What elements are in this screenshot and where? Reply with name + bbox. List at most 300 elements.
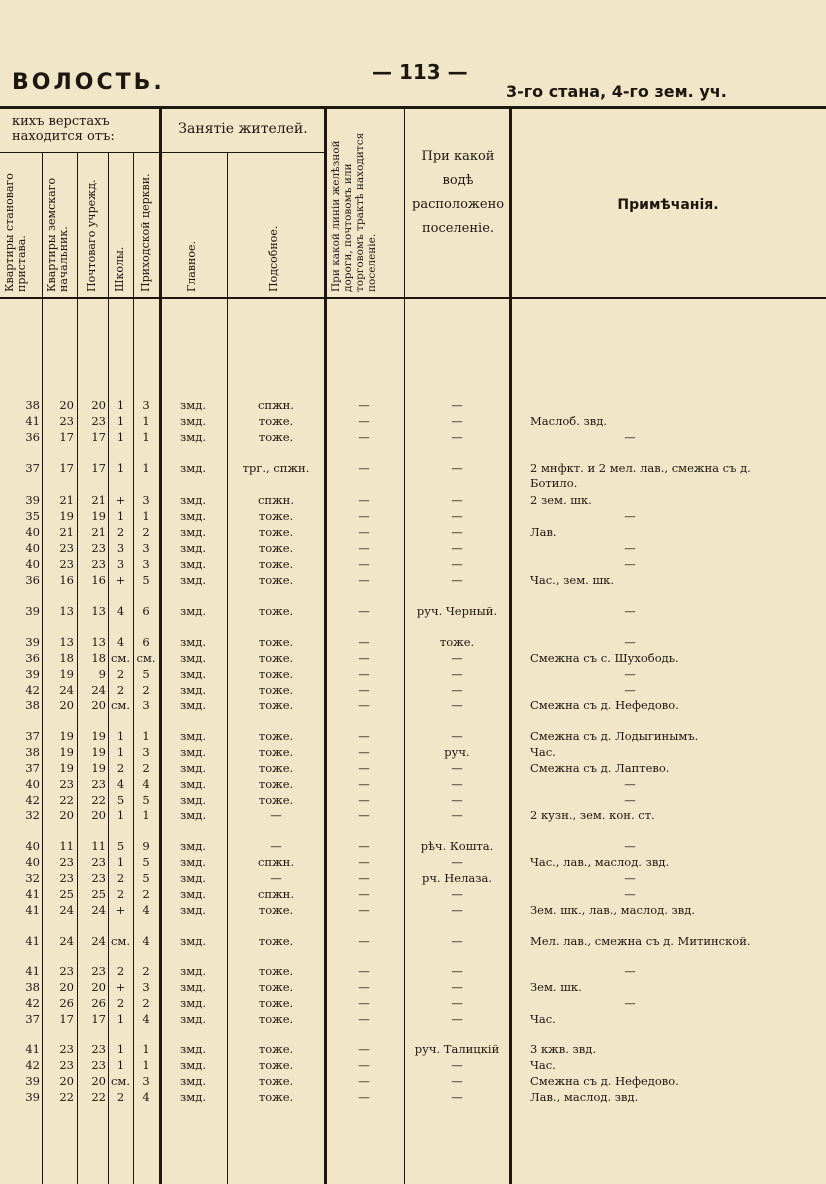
cell-school: 4 [116,604,125,618]
cell-school: 1 [116,414,125,428]
cell-note: Маслоб. звд. [530,414,608,428]
cell-zem: 18 [59,651,74,665]
cell-post: 26 [91,996,106,1010]
cell-zem: 16 [59,573,74,587]
cell-water: — [451,808,463,822]
cell-water: — [451,1074,463,1088]
cell-note: 2 кузн., зем. кон. ст. [530,808,655,822]
cell-stan: 40 [25,855,40,869]
cell-main: змд. [180,761,206,775]
cell-note: 2 зем. шк. [530,493,592,507]
cell-water: — [451,509,463,523]
cell-stan: 41 [25,1042,40,1056]
cell-church: см. [136,651,156,665]
cell-main: змд. [180,855,206,869]
cell-school: см. [110,698,131,712]
cell-post: 20 [91,398,106,412]
cell-main: змд. [180,964,206,978]
cell-aux: — [270,871,282,885]
cell-zem: 11 [59,839,74,853]
cell-school: 3 [116,557,125,571]
cell-aux: тоже. [258,635,294,649]
road-header: При какой линіи желѣзной дороги, почтовомъ или торговомъ трактѣ находится поселеніе. [330,132,378,292]
cell-school: см. [110,1074,131,1088]
cell-post: 17 [91,461,106,475]
cell-aux: тоже. [258,525,294,539]
cell-road: — [358,1042,370,1056]
cell-main: змд. [180,541,206,555]
cell-main: змд. [180,934,206,948]
cell-water: — [451,461,463,475]
cell-aux: тоже. [258,557,294,571]
cell-water: — [451,698,463,712]
cell-aux: тоже. [258,1042,294,1056]
cell-aux: тоже. [258,509,294,523]
cell-stan: 36 [25,651,40,665]
cell-zem: 19 [59,667,74,681]
cell-stan: 40 [25,557,40,571]
cell-zem: 23 [59,414,74,428]
cell-church: 3 [142,493,150,507]
cell-school: + [115,903,126,917]
cell-church: 1 [142,808,150,822]
cell-note: — [624,541,636,555]
cell-post: 22 [91,1090,106,1104]
cell-church: 4 [142,1012,150,1026]
cell-stan: 42 [25,683,40,697]
cell-road: — [358,461,370,475]
cell-water: — [451,557,463,571]
cell-stan: 41 [25,934,40,948]
cell-main: змд. [180,808,206,822]
cell-church: 1 [142,509,150,523]
cell-stan: 38 [25,745,40,759]
cell-water: — [451,1012,463,1026]
cell-church: 5 [142,871,150,885]
cell-school: 1 [116,808,125,822]
cell-school: 2 [116,964,125,978]
cell-note: — [624,871,636,885]
cell-road: — [358,887,370,901]
cell-aux: — [270,839,282,853]
cell-stan: 40 [25,541,40,555]
cell-stan: 42 [25,793,40,807]
main-occupation-header: Главное. [185,241,198,292]
cell-stan: 39 [25,667,40,681]
cell-main: змд. [180,996,206,1010]
cell-aux: тоже. [258,903,294,917]
cell-note: — [624,683,636,697]
cell-church: 6 [142,604,150,618]
cell-post: 25 [91,887,106,901]
cell-church: 3 [142,541,150,555]
col-divider [42,152,43,1184]
cell-water: — [451,1058,463,1072]
cell-main: змд. [180,903,206,917]
distance-group-header: кихъ верстахъ находится отъ: [12,114,115,144]
cell-aux: тоже. [258,667,294,681]
cell-main: змд. [180,430,206,444]
cell-note: — [624,667,636,681]
cell-note: Час. [530,745,556,759]
cell-school: 1 [116,729,125,743]
cell-main: змд. [180,777,206,791]
cell-post: 13 [91,635,106,649]
cell-stan: 40 [25,777,40,791]
cell-school: см. [110,934,131,948]
page-heading-right: 3-го стана, 4-го зем. уч. [506,82,727,101]
cell-note: Час. [530,1012,556,1026]
cell-zem: 20 [59,808,74,822]
cell-stan: 38 [25,980,40,994]
cell-post: 24 [91,683,106,697]
cell-water: — [451,1090,463,1104]
cell-school: 2 [116,887,125,901]
cell-note: Смежна съ д. Нефедово. [530,1074,679,1088]
cell-church: 6 [142,635,150,649]
cell-post: 23 [91,777,106,791]
cell-post: 23 [91,871,106,885]
cell-post: 23 [91,541,106,555]
cell-note: — [624,887,636,901]
cell-stan: 41 [25,964,40,978]
cell-road: — [358,541,370,555]
post-header: Почтоваго учрежд. [85,179,98,292]
cell-zem: 20 [59,698,74,712]
cell-post: 23 [91,414,106,428]
cell-road: — [358,683,370,697]
cell-note: — [624,964,636,978]
cell-road: — [358,430,370,444]
cell-zem: 25 [59,887,74,901]
cell-stan: 32 [25,808,40,822]
cell-main: змд. [180,745,206,759]
cell-church: 2 [142,996,150,1010]
cell-post: 19 [91,729,106,743]
cell-stan: 42 [25,996,40,1010]
cell-water: тоже. [439,635,475,649]
cell-post: 24 [91,934,106,948]
cell-stan: 37 [25,761,40,775]
school-header: Школы. [113,246,126,292]
auxiliary-occupation-header: Подсобное. [267,225,280,292]
cell-stan: 36 [25,573,40,587]
cell-water: — [451,667,463,681]
cell-note: Час., зем. шк. [530,573,615,587]
cell-road: — [358,557,370,571]
cell-stan: 39 [25,493,40,507]
cell-water: — [451,430,463,444]
cell-road: — [358,1058,370,1072]
cell-church: 4 [142,934,150,948]
cell-main: змд. [180,573,206,587]
cell-school: 2 [116,525,125,539]
cell-church: 2 [142,525,150,539]
cell-post: 20 [91,1074,106,1088]
cell-church: 5 [142,667,150,681]
cell-church: 9 [142,839,150,853]
cell-stan: 39 [25,635,40,649]
cell-church: 5 [142,793,150,807]
cell-school: + [115,573,126,587]
cell-zem: 23 [59,557,74,571]
cell-post: 23 [91,1042,106,1056]
cell-post: 21 [91,493,106,507]
cell-main: змд. [180,651,206,665]
cell-main: змд. [180,557,206,571]
cell-main: змд. [180,493,206,507]
cell-aux: спжн. [257,398,294,412]
cell-zem: 20 [59,398,74,412]
cell-note: Лав. [530,525,557,539]
cell-water: — [451,855,463,869]
cell-stan: 37 [25,729,40,743]
cell-church: 4 [142,777,150,791]
cell-aux: тоже. [258,964,294,978]
cell-zem: 20 [59,980,74,994]
cell-road: — [358,855,370,869]
cell-main: змд. [180,683,206,697]
cell-water: — [451,651,463,665]
cell-school: 1 [116,1058,125,1072]
cell-road: — [358,729,370,743]
cell-road: — [358,1074,370,1088]
cell-school: 2 [116,871,125,885]
cell-water: — [451,777,463,791]
cell-aux: тоже. [258,777,294,791]
cell-main: змд. [180,1058,206,1072]
cell-note: — [624,635,636,649]
cell-post: 13 [91,604,106,618]
cell-church: 2 [142,964,150,978]
cell-school: 1 [116,461,125,475]
cell-water: — [451,761,463,775]
cell-note: — [624,430,636,444]
cell-school: 2 [116,683,125,697]
cell-zem: 19 [59,729,74,743]
cell-aux: — [270,808,282,822]
cell-road: — [358,493,370,507]
cell-church: 1 [142,1058,150,1072]
cell-stan: 41 [25,414,40,428]
cell-zem: 24 [59,903,74,917]
cell-road: — [358,525,370,539]
cell-road: — [358,871,370,885]
cell-church: 4 [142,903,150,917]
cell-church: 3 [142,745,150,759]
cell-aux: тоже. [258,729,294,743]
cell-aux: тоже. [258,980,294,994]
cell-main: змд. [180,414,206,428]
cell-zem: 22 [59,1090,74,1104]
cell-water: рѣч. Кошта. [420,839,494,853]
cell-stan: 37 [25,461,40,475]
cell-water: — [451,729,463,743]
cell-aux: тоже. [258,541,294,555]
cell-stan: 36 [25,430,40,444]
cell-zem: 21 [59,525,74,539]
cell-water: руч. Талицкій [414,1042,500,1056]
cell-post: 11 [91,839,106,853]
cell-note: Мел. лав., смежна съ д. Митинской. [530,934,751,948]
cell-aux: тоже. [258,651,294,665]
cell-school: 1 [116,1012,125,1026]
cell-aux: тоже. [258,1074,294,1088]
cell-aux: тоже. [258,1012,294,1026]
cell-road: — [358,698,370,712]
cell-stan: 40 [25,839,40,853]
cell-water: руч. Черный. [416,604,498,618]
cell-zem: 23 [59,871,74,885]
cell-zem: 24 [59,683,74,697]
cell-water: — [451,573,463,587]
cell-school: 2 [116,761,125,775]
cell-post: 23 [91,964,106,978]
cell-church: 1 [142,1042,150,1056]
cell-note: — [624,604,636,618]
cell-note: Лав., маслод. звд. [530,1090,639,1104]
cell-main: змд. [180,980,206,994]
cell-school: 5 [116,793,125,807]
cell-water: — [451,996,463,1010]
cell-zem: 23 [59,855,74,869]
cell-zem: 20 [59,1074,74,1088]
cell-post: 19 [91,509,106,523]
cell-note: Час., лав., маслод. звд. [530,855,670,869]
cell-post: 19 [91,745,106,759]
cell-post: 23 [91,855,106,869]
cell-aux: тоже. [258,573,294,587]
cell-zem: 13 [59,604,74,618]
cell-church: 3 [142,557,150,571]
cell-main: змд. [180,604,206,618]
cell-stan: 38 [25,398,40,412]
occupation-group-header: Занятіе жителей. [178,121,308,137]
cell-road: — [358,808,370,822]
cell-main: змд. [180,1012,206,1026]
cell-stan: 39 [25,1090,40,1104]
cell-main: змд. [180,793,206,807]
cell-main: змд. [180,698,206,712]
cell-water: рч. Нелаза. [421,871,493,885]
cell-church: 1 [142,414,150,428]
cell-stan: 41 [25,887,40,901]
cell-stan: 42 [25,1058,40,1072]
cell-aux: тоже. [258,698,294,712]
cell-water: — [451,541,463,555]
cell-water: — [451,887,463,901]
cell-main: змд. [180,509,206,523]
cell-church: 3 [142,980,150,994]
cell-church: 1 [142,729,150,743]
cell-note: Смежна съ д. Лодыгинымъ. [530,729,699,743]
cell-zem: 13 [59,635,74,649]
water-header: При какой водѣ расположено поселеніе. [412,149,505,236]
cell-road: — [358,777,370,791]
header-bottom-rule [0,297,826,299]
cell-note: Зем. шк., лав., маслод. звд. [530,903,696,917]
cell-water: — [451,964,463,978]
page-number: — 113 — [372,60,468,84]
cell-zem: 19 [59,745,74,759]
cell-zem: 24 [59,934,74,948]
stan-header: Квартиры становаго пристава. [3,173,28,292]
cell-main: змд. [180,839,206,853]
cell-aux: тоже. [258,414,294,428]
cell-church: 1 [142,461,150,475]
cell-stan: 40 [25,525,40,539]
cell-zem: 17 [59,430,74,444]
cell-water: руч. [444,745,470,759]
cell-note: — [624,839,636,853]
cell-main: змд. [180,729,206,743]
cell-note: — [624,557,636,571]
cell-road: — [358,1090,370,1104]
cell-post: 18 [91,651,106,665]
cell-note: — [624,509,636,523]
cell-zem: 19 [59,509,74,523]
cell-school: 4 [116,777,125,791]
cell-road: — [358,651,370,665]
cell-post: 17 [91,430,106,444]
cell-post: 9 [98,667,106,681]
cell-water: — [451,525,463,539]
cell-main: змд. [180,635,206,649]
cell-aux: спжн. [257,493,294,507]
cell-aux: тоже. [258,430,294,444]
cell-note: Зем. шк. [530,980,582,994]
cell-church: 2 [142,683,150,697]
cell-road: — [358,573,370,587]
cell-main: змд. [180,525,206,539]
cell-water: — [451,493,463,507]
cell-zem: 26 [59,996,74,1010]
cell-school: 1 [116,430,125,444]
cell-zem: 22 [59,793,74,807]
cell-church: 5 [142,573,150,587]
cell-stan: 41 [25,903,40,917]
cell-note: 3 кжв. звд. [530,1042,597,1056]
cell-road: — [358,667,370,681]
cell-zem: 17 [59,1012,74,1026]
cell-aux: тоже. [258,683,294,697]
cell-school: 2 [116,667,125,681]
cell-road: — [358,839,370,853]
cell-water: — [451,793,463,807]
cell-stan: 32 [25,871,40,885]
page-heading-left: ВОЛОСТЬ. [12,70,165,95]
cell-post: 19 [91,761,106,775]
cell-main: змд. [180,398,206,412]
table-top-rule [0,106,826,109]
cell-road: — [358,793,370,807]
cell-post: 22 [91,793,106,807]
cell-zem: 19 [59,761,74,775]
cell-school: 2 [116,1090,125,1104]
cell-stan: 39 [25,604,40,618]
cell-water: — [451,980,463,994]
cell-school: 1 [116,855,125,869]
cell-aux: тоже. [258,745,294,759]
cell-post: 20 [91,698,106,712]
cell-church: 2 [142,887,150,901]
cell-main: змд. [180,887,206,901]
cell-note: Смежна съ д. Лаптево. [530,761,670,775]
cell-zem: 23 [59,777,74,791]
cell-zem: 23 [59,541,74,555]
cell-church: 5 [142,855,150,869]
cell-note: Смежна съ д. Нефедово. [530,698,679,712]
